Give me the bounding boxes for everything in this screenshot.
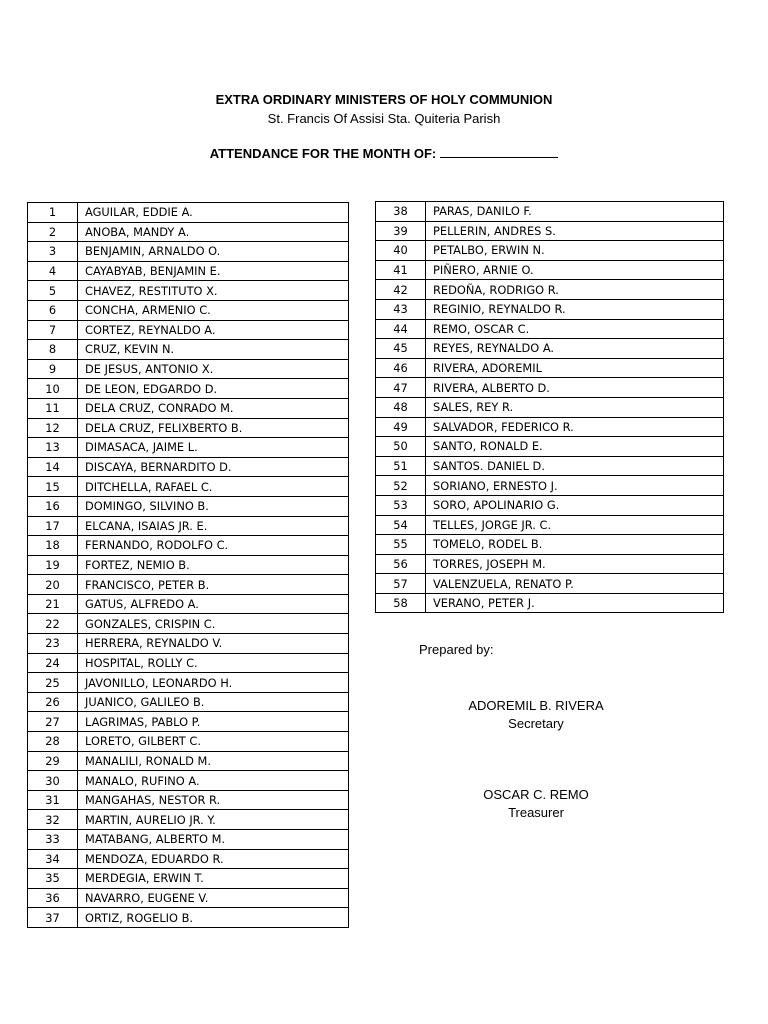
minister-name: CRUZ, KEVIN N.	[78, 340, 349, 360]
row-number: 45	[376, 339, 426, 359]
table-row	[28, 516, 349, 536]
table-row	[376, 319, 724, 339]
row-number: 24	[28, 653, 78, 673]
minister-name: REYES, REYNALDO A.	[426, 339, 724, 359]
attendance-line	[0, 146, 768, 161]
row-number: 10	[28, 379, 78, 399]
minister-name: DELA CRUZ, FELIXBERTO B.	[78, 418, 349, 438]
table-row	[28, 242, 349, 262]
row-number: 9	[28, 359, 78, 379]
attendance-label: ATTENDANCE FOR THE MONTH OF:	[209, 146, 437, 161]
minister-name: SANTOS. DANIEL D.	[426, 456, 724, 476]
table-row	[376, 339, 724, 359]
row-number: 4	[28, 261, 78, 281]
row-number: 17	[28, 516, 78, 536]
minister-name: GATUS, ALFREDO A.	[78, 594, 349, 614]
row-number: 58	[376, 593, 426, 613]
row-number: 11	[28, 398, 78, 418]
month-blank-line	[440, 147, 558, 158]
minister-name: MARTIN, AURELIO JR. Y.	[78, 810, 349, 830]
row-number: 55	[376, 535, 426, 555]
minister-name: MENDOZA, EDUARDO R.	[78, 849, 349, 869]
table-row	[28, 673, 349, 693]
row-number: 43	[376, 299, 426, 319]
row-number: 15	[28, 477, 78, 497]
table-row	[28, 300, 349, 320]
table-row	[28, 849, 349, 869]
row-number: 21	[28, 594, 78, 614]
minister-name: FRANCISCO, PETER B.	[78, 575, 349, 595]
row-number: 7	[28, 320, 78, 340]
table-row	[376, 397, 724, 417]
row-number: 36	[28, 888, 78, 908]
table-row	[28, 692, 349, 712]
document-title: EXTRA ORDINARY MINISTERS OF HOLY COMMUNION	[215, 92, 553, 107]
table-row	[28, 418, 349, 438]
row-number: 41	[376, 260, 426, 280]
minister-name: FORTEZ, NEMIO B.	[78, 555, 349, 575]
minister-name: GONZALES, CRISPIN C.	[78, 614, 349, 634]
minister-name: TORRES, JOSEPH M.	[426, 554, 724, 574]
table-row	[28, 438, 349, 458]
table-row	[376, 456, 724, 476]
table-row	[28, 320, 349, 340]
row-number: 47	[376, 378, 426, 398]
minister-name: CONCHA, ARMENIO C.	[78, 300, 349, 320]
table-row	[28, 575, 349, 595]
table-row	[376, 221, 724, 241]
table-row	[28, 340, 349, 360]
table-row	[28, 281, 349, 301]
minister-name: MERDEGIA, ERWIN T.	[78, 869, 349, 889]
row-number: 30	[28, 771, 78, 791]
table-row	[376, 554, 724, 574]
minister-name: VERANO, PETER J.	[426, 593, 724, 613]
row-number: 51	[376, 456, 426, 476]
minister-name: SALES, REY R.	[426, 397, 724, 417]
row-number: 53	[376, 495, 426, 515]
minister-name: CAYABYAB, BENJAMIN E.	[78, 261, 349, 281]
row-number: 6	[28, 300, 78, 320]
row-number: 19	[28, 555, 78, 575]
row-number: 1	[28, 203, 78, 223]
minister-name: PARAS, DANILO F.	[426, 202, 724, 222]
table-row	[376, 417, 724, 437]
roster-table-left	[27, 202, 349, 928]
minister-name: AGUILAR, EDDIE A.	[78, 203, 349, 223]
table-row	[28, 398, 349, 418]
row-number: 50	[376, 437, 426, 457]
table-row	[28, 261, 349, 281]
minister-name: PELLERIN, ANDRES S.	[426, 221, 724, 241]
treasurer-name: OSCAR C. REMO	[483, 787, 589, 802]
table-row	[376, 574, 724, 594]
row-number: 38	[376, 202, 426, 222]
minister-name: CHAVEZ, RESTITUTO X.	[78, 281, 349, 301]
row-number: 54	[376, 515, 426, 535]
table-row	[28, 888, 349, 908]
row-number: 34	[28, 849, 78, 869]
row-number: 28	[28, 732, 78, 752]
minister-name: REDOÑA, RODRIGO R.	[426, 280, 724, 300]
row-number: 39	[376, 221, 426, 241]
table-row	[376, 495, 724, 515]
table-row	[28, 653, 349, 673]
table-row	[376, 241, 724, 261]
table-row	[28, 908, 349, 928]
row-number: 25	[28, 673, 78, 693]
row-number: 42	[376, 280, 426, 300]
minister-name: SORO, APOLINARIO G.	[426, 495, 724, 515]
minister-name: ANOBA, MANDY A.	[78, 222, 349, 242]
table-row	[28, 555, 349, 575]
minister-name: VALENZUELA, RENATO P.	[426, 574, 724, 594]
minister-name: HERRERA, REYNALDO V.	[78, 634, 349, 654]
parish-name: St. Francis Of Assisi Sta. Quiteria Parish	[267, 111, 501, 126]
table-row	[28, 751, 349, 771]
table-row	[28, 379, 349, 399]
secretary-name: ADOREMIL B. RIVERA	[468, 698, 604, 713]
minister-name: SORIANO, ERNESTO J.	[426, 476, 724, 496]
minister-name: JUANICO, GALILEO B.	[78, 692, 349, 712]
minister-name: BENJAMIN, ARNALDO O.	[78, 242, 349, 262]
minister-name: SALVADOR, FEDERICO R.	[426, 417, 724, 437]
table-row	[376, 535, 724, 555]
table-row	[28, 712, 349, 732]
row-number: 48	[376, 397, 426, 417]
row-number: 12	[28, 418, 78, 438]
minister-name: ORTIZ, ROGELIO B.	[78, 908, 349, 928]
row-number: 2	[28, 222, 78, 242]
table-row	[28, 496, 349, 516]
table-row	[376, 378, 724, 398]
table-row	[28, 790, 349, 810]
table-row	[28, 457, 349, 477]
table-row	[376, 260, 724, 280]
table-row	[376, 476, 724, 496]
minister-name: ELCANA, ISAIAS JR. E.	[78, 516, 349, 536]
row-number: 3	[28, 242, 78, 262]
table-row	[28, 359, 349, 379]
row-number: 56	[376, 554, 426, 574]
minister-name: DELA CRUZ, CONRADO M.	[78, 398, 349, 418]
row-number: 35	[28, 869, 78, 889]
minister-name: TELLES, JORGE JR. C.	[426, 515, 724, 535]
row-number: 49	[376, 417, 426, 437]
table-row	[28, 222, 349, 242]
row-number: 29	[28, 751, 78, 771]
minister-name: PETALBO, ERWIN N.	[426, 241, 724, 261]
table-row	[376, 299, 724, 319]
row-number: 13	[28, 438, 78, 458]
secretary-title: Secretary	[508, 716, 564, 731]
minister-name: RIVERA, ALBERTO D.	[426, 378, 724, 398]
table-row	[28, 869, 349, 889]
row-number: 5	[28, 281, 78, 301]
treasurer-title: Treasurer	[508, 805, 564, 820]
minister-name: HOSPITAL, ROLLY C.	[78, 653, 349, 673]
row-number: 8	[28, 340, 78, 360]
row-number: 40	[376, 241, 426, 261]
table-row	[28, 614, 349, 634]
table-row	[376, 515, 724, 535]
minister-name: DITCHELLA, RAFAEL C.	[78, 477, 349, 497]
table-row	[28, 536, 349, 556]
minister-name: LAGRIMAS, PABLO P.	[78, 712, 349, 732]
row-number: 27	[28, 712, 78, 732]
table-row	[376, 358, 724, 378]
row-number: 52	[376, 476, 426, 496]
minister-name: DIMASACA, JAIME L.	[78, 438, 349, 458]
minister-name: FERNANDO, RODOLFO C.	[78, 536, 349, 556]
table-row	[28, 594, 349, 614]
prepared-by-label: Prepared by:	[419, 642, 494, 657]
row-number: 32	[28, 810, 78, 830]
row-number: 46	[376, 358, 426, 378]
table-row	[28, 634, 349, 654]
table-row	[28, 810, 349, 830]
minister-name: RIVERA, ADOREMIL	[426, 358, 724, 378]
table-row	[28, 203, 349, 223]
minister-name: LORETO, GILBERT C.	[78, 732, 349, 752]
minister-name: SANTO, RONALD E.	[426, 437, 724, 457]
row-number: 20	[28, 575, 78, 595]
row-number: 23	[28, 634, 78, 654]
row-number: 16	[28, 496, 78, 516]
minister-name: DISCAYA, BERNARDITO D.	[78, 457, 349, 477]
minister-name: MANALILI, RONALD M.	[78, 751, 349, 771]
minister-name: CORTEZ, REYNALDO A.	[78, 320, 349, 340]
minister-name: PIÑERO, ARNIE O.	[426, 260, 724, 280]
roster-table-right	[375, 201, 724, 613]
minister-name: DE JESUS, ANTONIO X.	[78, 359, 349, 379]
table-row	[28, 732, 349, 752]
table-row	[376, 202, 724, 222]
row-number: 44	[376, 319, 426, 339]
table-row	[376, 280, 724, 300]
table-row	[376, 593, 724, 613]
minister-name: MANGAHAS, NESTOR R.	[78, 790, 349, 810]
minister-name: DOMINGO, SILVINO B.	[78, 496, 349, 516]
minister-name: TOMELO, RODEL B.	[426, 535, 724, 555]
minister-name: REMO, OSCAR C.	[426, 319, 724, 339]
minister-name: MATABANG, ALBERTO M.	[78, 830, 349, 850]
row-number: 57	[376, 574, 426, 594]
table-row	[28, 771, 349, 791]
row-number: 31	[28, 790, 78, 810]
row-number: 14	[28, 457, 78, 477]
table-row	[28, 477, 349, 497]
table-row	[28, 830, 349, 850]
row-number: 26	[28, 692, 78, 712]
minister-name: DE LEON, EDGARDO D.	[78, 379, 349, 399]
minister-name: NAVARRO, EUGENE V.	[78, 888, 349, 908]
row-number: 22	[28, 614, 78, 634]
row-number: 18	[28, 536, 78, 556]
minister-name: REGINIO, REYNALDO R.	[426, 299, 724, 319]
row-number: 33	[28, 830, 78, 850]
minister-name: JAVONILLO, LEONARDO H.	[78, 673, 349, 693]
minister-name: MANALO, RUFINO A.	[78, 771, 349, 791]
table-row	[376, 437, 724, 457]
row-number: 37	[28, 908, 78, 928]
